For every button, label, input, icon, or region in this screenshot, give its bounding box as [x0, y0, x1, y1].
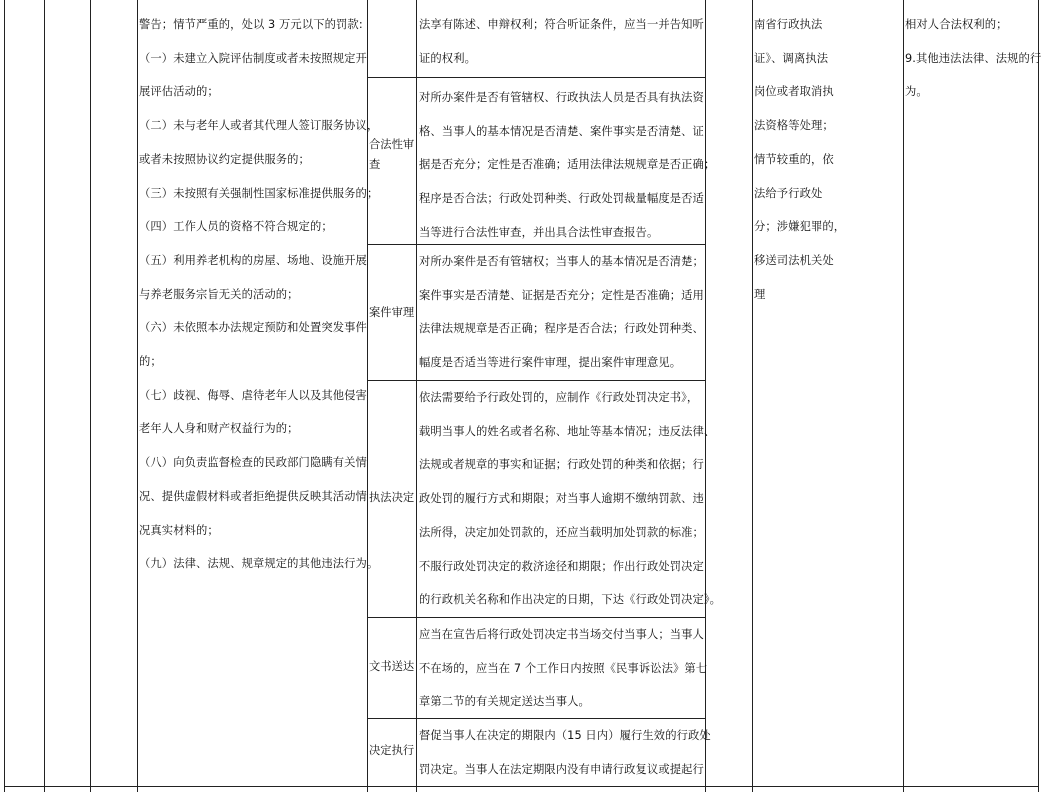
- procedure-line: 法规或者规章的事实和证据；行政处罚的种类和依据；行: [419, 458, 704, 472]
- procedure-line: 法律法规规章是否正确；程序是否合法；行政处罚种类、: [419, 322, 704, 336]
- procedure-case-review-cell: [419, 245, 705, 380]
- procedure-line: 证的权利。: [419, 51, 476, 65]
- violation-line: （三）未按照有关强制性国家标准提供服务的；: [139, 186, 379, 200]
- accountability-line: 证》、调离执法: [754, 51, 829, 65]
- accountability-line: 南省行政执法: [754, 18, 823, 31]
- row-divider: [367, 77, 706, 78]
- border-col-2: [90, 0, 91, 792]
- violation-line: 展评估活动的；: [139, 85, 219, 99]
- violation-line: （六）未依照本办法规定预防和处置突发事件: [139, 321, 367, 335]
- violation-line: （四）工作人员的资格不符合规定的；: [139, 220, 333, 234]
- duty-line: 9.其他违法法律、法规的行: [905, 51, 1042, 65]
- procedure-delivery-cell: [419, 618, 708, 719]
- procedure-execution-cell: [419, 719, 711, 786]
- border-col-3: [137, 0, 138, 792]
- procedure-line: 法享有陈述、申辩权利；符合听证条件，应当一并告知听: [419, 18, 704, 31]
- procedure-decision-cell: [419, 381, 722, 617]
- stage-label-case-review: 案件审理: [369, 306, 415, 319]
- violation-line: 况真实材料的；: [139, 523, 219, 537]
- border-col-9: [1038, 0, 1039, 792]
- procedure-line: 对所办案件是否有管辖权；当事人的基本情况是否清楚；: [419, 255, 704, 268]
- duty-cell: [905, 8, 1042, 109]
- stage-label-legality-review: 合法性审 查: [369, 138, 415, 171]
- procedure-legality-cell: [419, 81, 716, 250]
- procedure-line: 依法需要给予行政处罚的，应制作《行政处罚决定书》，: [419, 391, 699, 404]
- procedure-line: 应当在宣告后将行政处罚决定书当场交付当事人；当事人: [419, 628, 704, 641]
- border-col-5: [416, 0, 417, 792]
- violation-line: 老年人人身和财产权益行为的；: [139, 422, 299, 436]
- accountability-line: 分；涉嫌犯罪的，: [754, 220, 846, 234]
- procedure-line: 不服行政处罚决定的救济途径和期限；作出行政处罚决定: [419, 559, 704, 573]
- duty-line: 相对人合法权利的；: [905, 18, 1008, 31]
- accountability-line: 法给予行政处: [754, 186, 823, 200]
- violation-line: （九）法律、法规、规章规定的其他违法行为。: [139, 557, 379, 571]
- procedure-line: 据是否充分；定性是否准确；适用法律法规规章是否正确；: [419, 158, 716, 172]
- violation-line: （五）利用养老机构的房屋、场地、设施开展: [139, 253, 367, 267]
- violation-line: 的；: [139, 355, 162, 369]
- procedure-notice-cell: [419, 8, 705, 75]
- violations-cell: [139, 8, 379, 581]
- border-col-0: [4, 0, 5, 792]
- border-col-1: [44, 0, 45, 792]
- violation-line: 或者未按照协议约定提供服务的；: [139, 152, 310, 166]
- violation-line: 况、提供虚假材料或者拒绝提供反映其活动情: [139, 489, 367, 503]
- violation-line: 警告；情节严重的，处以 3 万元以下的罚款:: [139, 18, 363, 31]
- accountability-line: 理: [754, 287, 766, 301]
- violation-line: （八）向负责监督检查的民政部门隐瞒有关情: [139, 456, 367, 470]
- violation-line: 与养老服务宗旨无关的活动的；: [139, 287, 299, 301]
- procedure-line: 督促当事人在决定的期限内（15 日内）履行生效的行政处: [419, 729, 711, 742]
- violation-line: （二）未与老年人或者其代理人签订服务协议，: [139, 119, 379, 133]
- procedure-line: 章第二节的有关规定送达当事人。: [419, 695, 590, 709]
- accountability-line: 移送司法机关处: [754, 253, 834, 267]
- procedure-line: 幅度是否适当等进行案件审理，提出案件审理意见。: [419, 356, 682, 370]
- procedure-line: 对所办案件是否有管辖权、行政执法人员是否具有执法资: [419, 91, 704, 104]
- procedure-line: 罚决定。当事人在法定期限内没有申请行政复议或提起行: [419, 762, 704, 776]
- duty-line: 为。: [905, 85, 928, 99]
- procedure-line: 不在场的，应当在 7 个工作日内按照《民事诉讼法》第七: [419, 661, 708, 675]
- stage-label-decision-execution: 决定执行: [369, 744, 415, 757]
- procedure-line: 格、当事人的基本情况是否清楚、案件事实是否清楚、证: [419, 124, 704, 138]
- procedure-line: 的行政机关名称和作出决定的日期，下达《行政处罚决定》。: [419, 593, 722, 607]
- procedure-line: 政处罚的履行方式和期限；对当事人逾期不缴纳罚款、违: [419, 492, 704, 506]
- violation-line: （一）未建立入院评估制度或者未按照规定开: [139, 51, 367, 65]
- accountability-line: 岗位或者取消执: [754, 85, 834, 99]
- procedure-line: 载明当事人的姓名或者名称、地址等基本情况；违反法律、: [419, 424, 716, 438]
- procedure-line: 案件事实是否清楚、证据是否充分；定性是否准确；适用: [419, 288, 704, 302]
- accountability-line: 情节较重的，依: [754, 152, 834, 166]
- procedure-line: 程序是否合法；行政处罚种类、行政处罚裁量幅度是否适: [419, 192, 704, 206]
- border-col-8: [903, 0, 904, 792]
- violation-line: （七）歧视、侮辱、虐待老年人以及其他侵害: [139, 388, 367, 402]
- procedure-line: 当等进行合法性审查，并出具合法性审查报告。: [419, 225, 659, 239]
- accountability-cell: [754, 8, 902, 311]
- stage-label-enforcement-decision: 执法决定: [369, 491, 415, 504]
- accountability-line: 法资格等处理；: [754, 119, 834, 133]
- stage-label-document-delivery: 文书送达: [369, 660, 415, 673]
- procedure-line: 法所得，决定加处罚款的，还应当载明加处罚款的标准；: [419, 525, 704, 539]
- border-col-7: [752, 0, 753, 792]
